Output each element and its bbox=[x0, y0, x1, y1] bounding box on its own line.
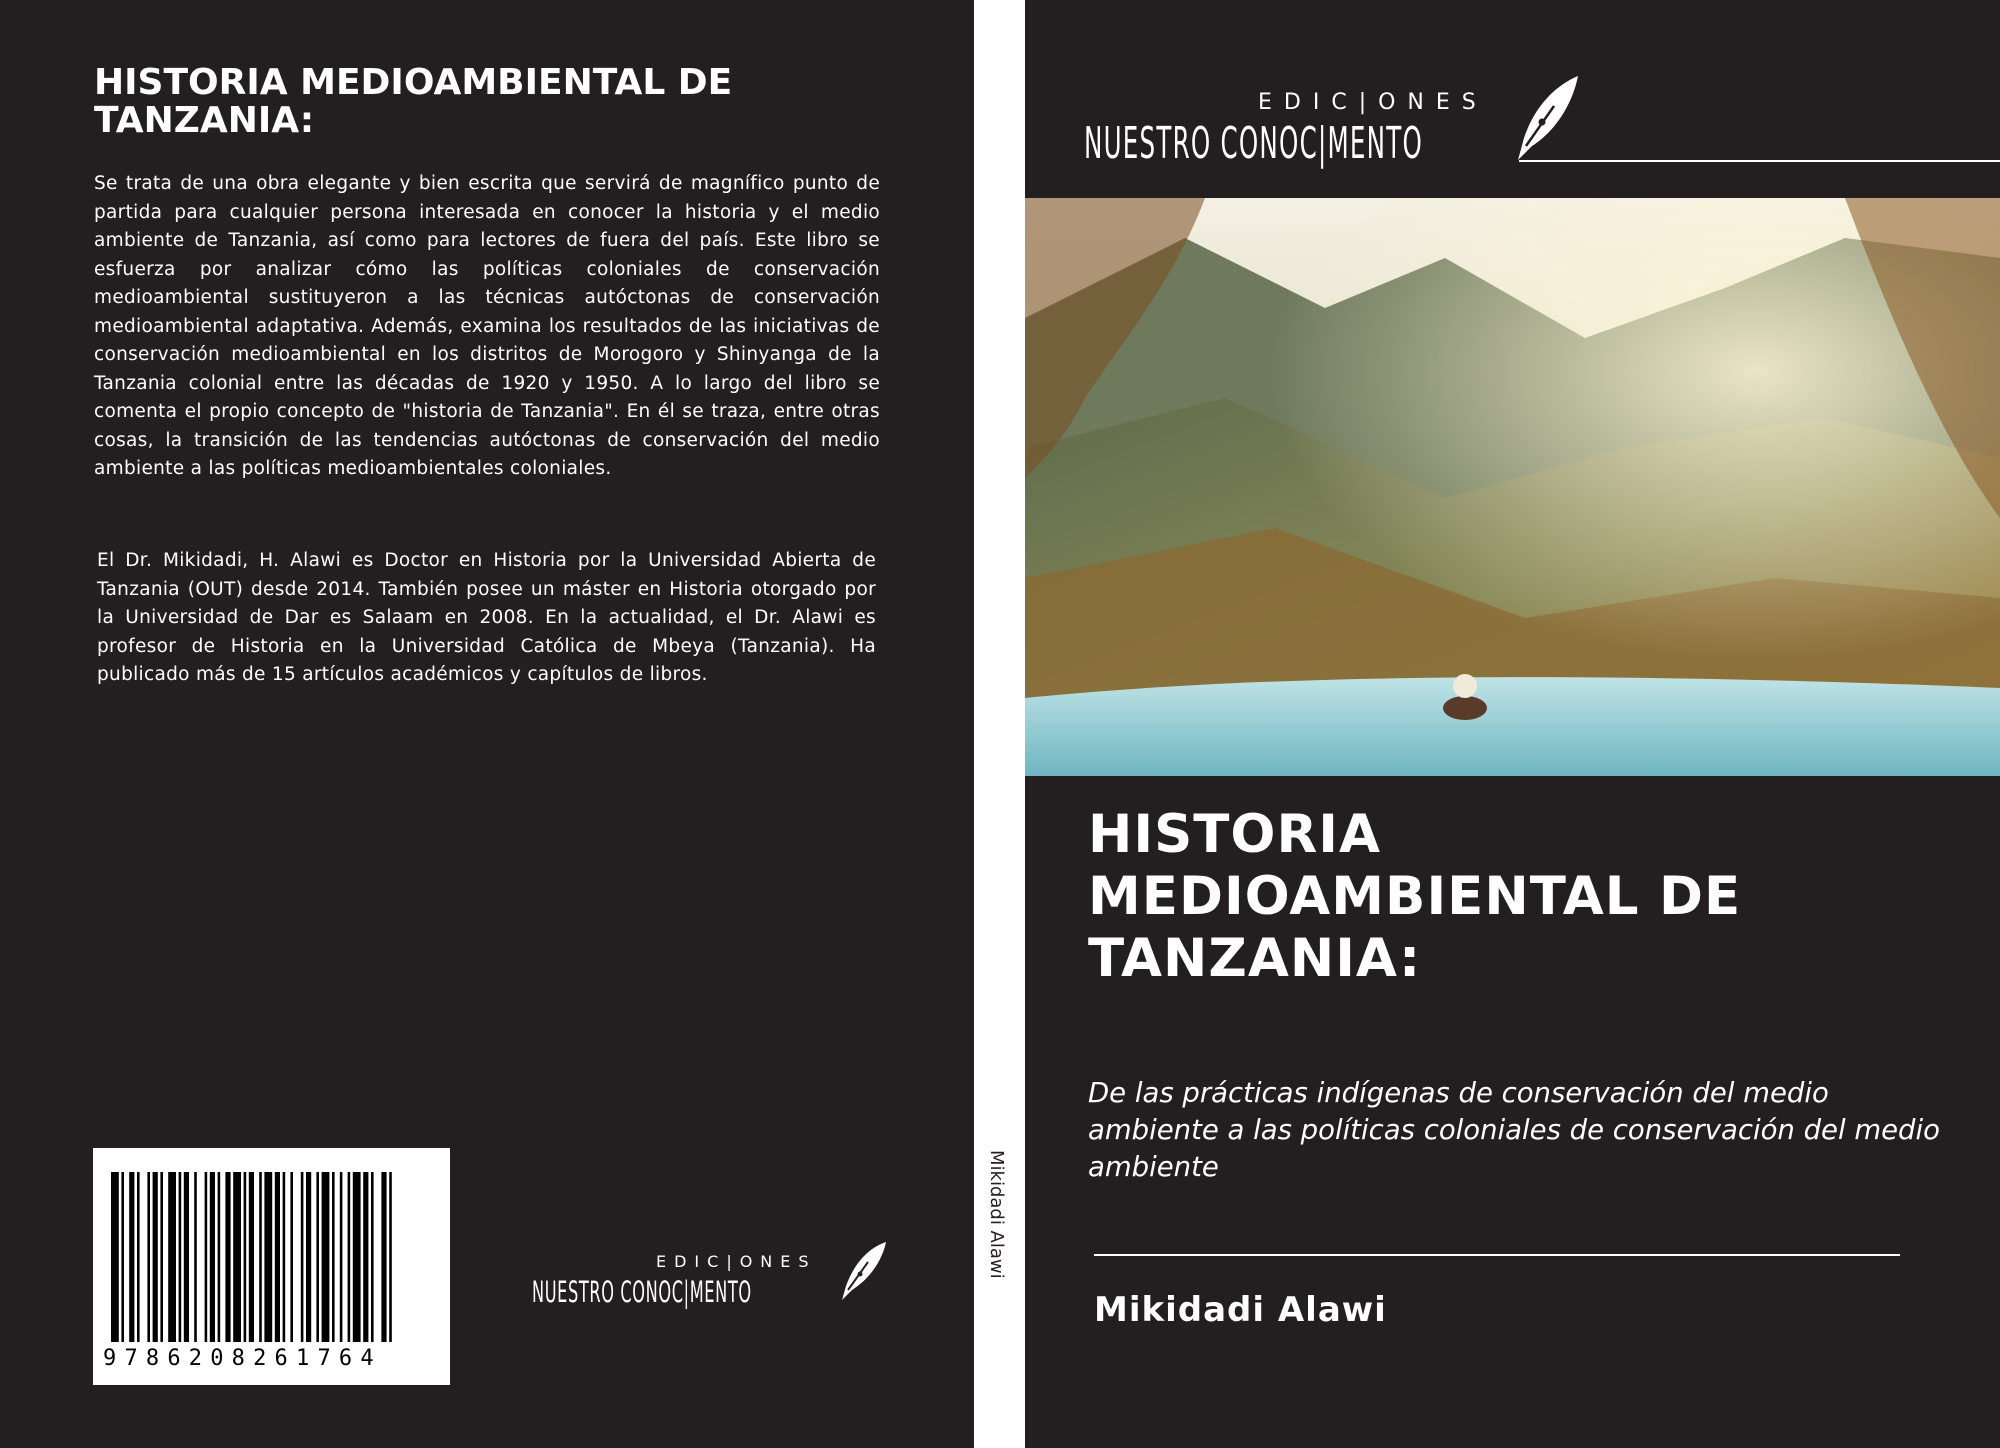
isbn-digits: 9786208261764 bbox=[103, 1346, 382, 1371]
barcode-bar bbox=[340, 1172, 343, 1342]
barcode-bar bbox=[194, 1172, 197, 1342]
barcode-bar bbox=[153, 1172, 158, 1342]
front-cover-subtitle: De las prácticas indígenas de conservación del medio ambiente a las políticas coloniales de conservación del medio ambiente bbox=[1088, 1077, 1940, 1183]
barcode-bar bbox=[381, 1172, 386, 1342]
barcode-bar bbox=[301, 1172, 304, 1342]
barcode-bar bbox=[179, 1172, 182, 1342]
fountain-pen-nib-icon bbox=[1514, 74, 1582, 164]
barcode-bar bbox=[363, 1172, 368, 1342]
cover-photo bbox=[1025, 198, 2000, 776]
barcode-bar bbox=[129, 1172, 134, 1342]
publisher-line-1: EDIC|ONES bbox=[1258, 90, 1488, 115]
barcode-bar bbox=[259, 1172, 262, 1342]
publisher-line-2: NUESTRO CONOC|MENTO bbox=[532, 1275, 752, 1309]
barcode-bar bbox=[332, 1172, 335, 1342]
back-cover-title: HISTORIA MEDIOAMBIENTAL DE TANZANIA: bbox=[94, 62, 733, 141]
back-cover bbox=[0, 0, 974, 1448]
barcode-bar bbox=[389, 1172, 392, 1342]
publisher-line-1: EDIC|ONES bbox=[656, 1252, 817, 1271]
front-cover-author: Mikidadi Alawi bbox=[1094, 1290, 1387, 1330]
isbn-barcode bbox=[93, 1148, 450, 1385]
barcode-bar bbox=[348, 1172, 351, 1342]
barcode-bar bbox=[233, 1172, 241, 1342]
barcode-bar bbox=[225, 1172, 230, 1342]
barcode-bars bbox=[93, 1148, 450, 1348]
barcode-bar bbox=[264, 1172, 272, 1342]
barcode-bar bbox=[218, 1172, 221, 1342]
barcode-bar bbox=[353, 1172, 361, 1342]
barcode-bar bbox=[306, 1172, 311, 1342]
barcode-bar bbox=[184, 1172, 189, 1342]
barcode-bar bbox=[244, 1172, 247, 1342]
barcode-bar bbox=[290, 1172, 293, 1342]
barcode-bar bbox=[316, 1172, 319, 1342]
barcode-bar bbox=[249, 1172, 254, 1342]
fountain-pen-nib-icon bbox=[838, 1240, 890, 1304]
barcode-bar bbox=[205, 1172, 208, 1342]
barcode-bar bbox=[137, 1172, 140, 1342]
author-divider bbox=[1094, 1254, 1900, 1256]
barcode-bar bbox=[168, 1172, 176, 1342]
barcode-bar bbox=[275, 1172, 280, 1342]
back-cover-blurb: Se trata de una obra elegante y bien escrita que servirá de magnífico punto de partida para cualquier persona interesada en conocer la historia y el medio ambiente de Tanzania, así como para lectores de fuera del país. Este libro se esfuerza por analizar cómo las políticas coloniales de conservación medioambiental sustituyeron a las técnicas autóctonas de conservación medioambiental adaptativa. Además, examina los resultados de las iniciativas de conservación medioambiental en los distritos de Morogoro y Shinyanga de la Tanzania colonial entre las décadas de 1920 y 1950. A lo largo del libro se comenta el propio concepto de "historia de Tanzania". En él se traza, entre otras cosas, la transición de las tendencias autóctonas de conservación del medio ambiente a las políticas medioambientales coloniales. bbox=[94, 173, 880, 479]
barcode-bar bbox=[121, 1172, 124, 1342]
barcode-bar bbox=[160, 1172, 163, 1342]
barcode-bar bbox=[371, 1172, 374, 1342]
author-bio: El Dr. Mikidadi, H. Alawi es Doctor en Historia por la Universidad Abierta de Tanzania (OUT) desde 2014. También posee un máster en Historia otorgado por la Universidad de Dar es Salaam en 2008. En la actualidad, el Dr. Alawi es profesor de Historia en la Universidad Católica de Mbeya (Tanzania). Ha publicado más de 15 artículos académicos y capítulos de libros. bbox=[97, 550, 876, 685]
barcode-bar bbox=[283, 1172, 286, 1342]
publisher-line-2: NUESTRO CONOC|MENTO bbox=[1084, 118, 1424, 169]
spine-author: Mikidadi Alawi bbox=[986, 1150, 1007, 1279]
barcode-bar bbox=[147, 1172, 150, 1342]
front-cover-title: HISTORIA MEDIOAMBIENTAL DE TANZANIA: bbox=[1088, 804, 1742, 989]
barcode-bar bbox=[111, 1172, 119, 1342]
publisher-rule bbox=[1519, 160, 2000, 162]
barcode-bar bbox=[210, 1172, 215, 1342]
barcode-bar bbox=[322, 1172, 330, 1342]
